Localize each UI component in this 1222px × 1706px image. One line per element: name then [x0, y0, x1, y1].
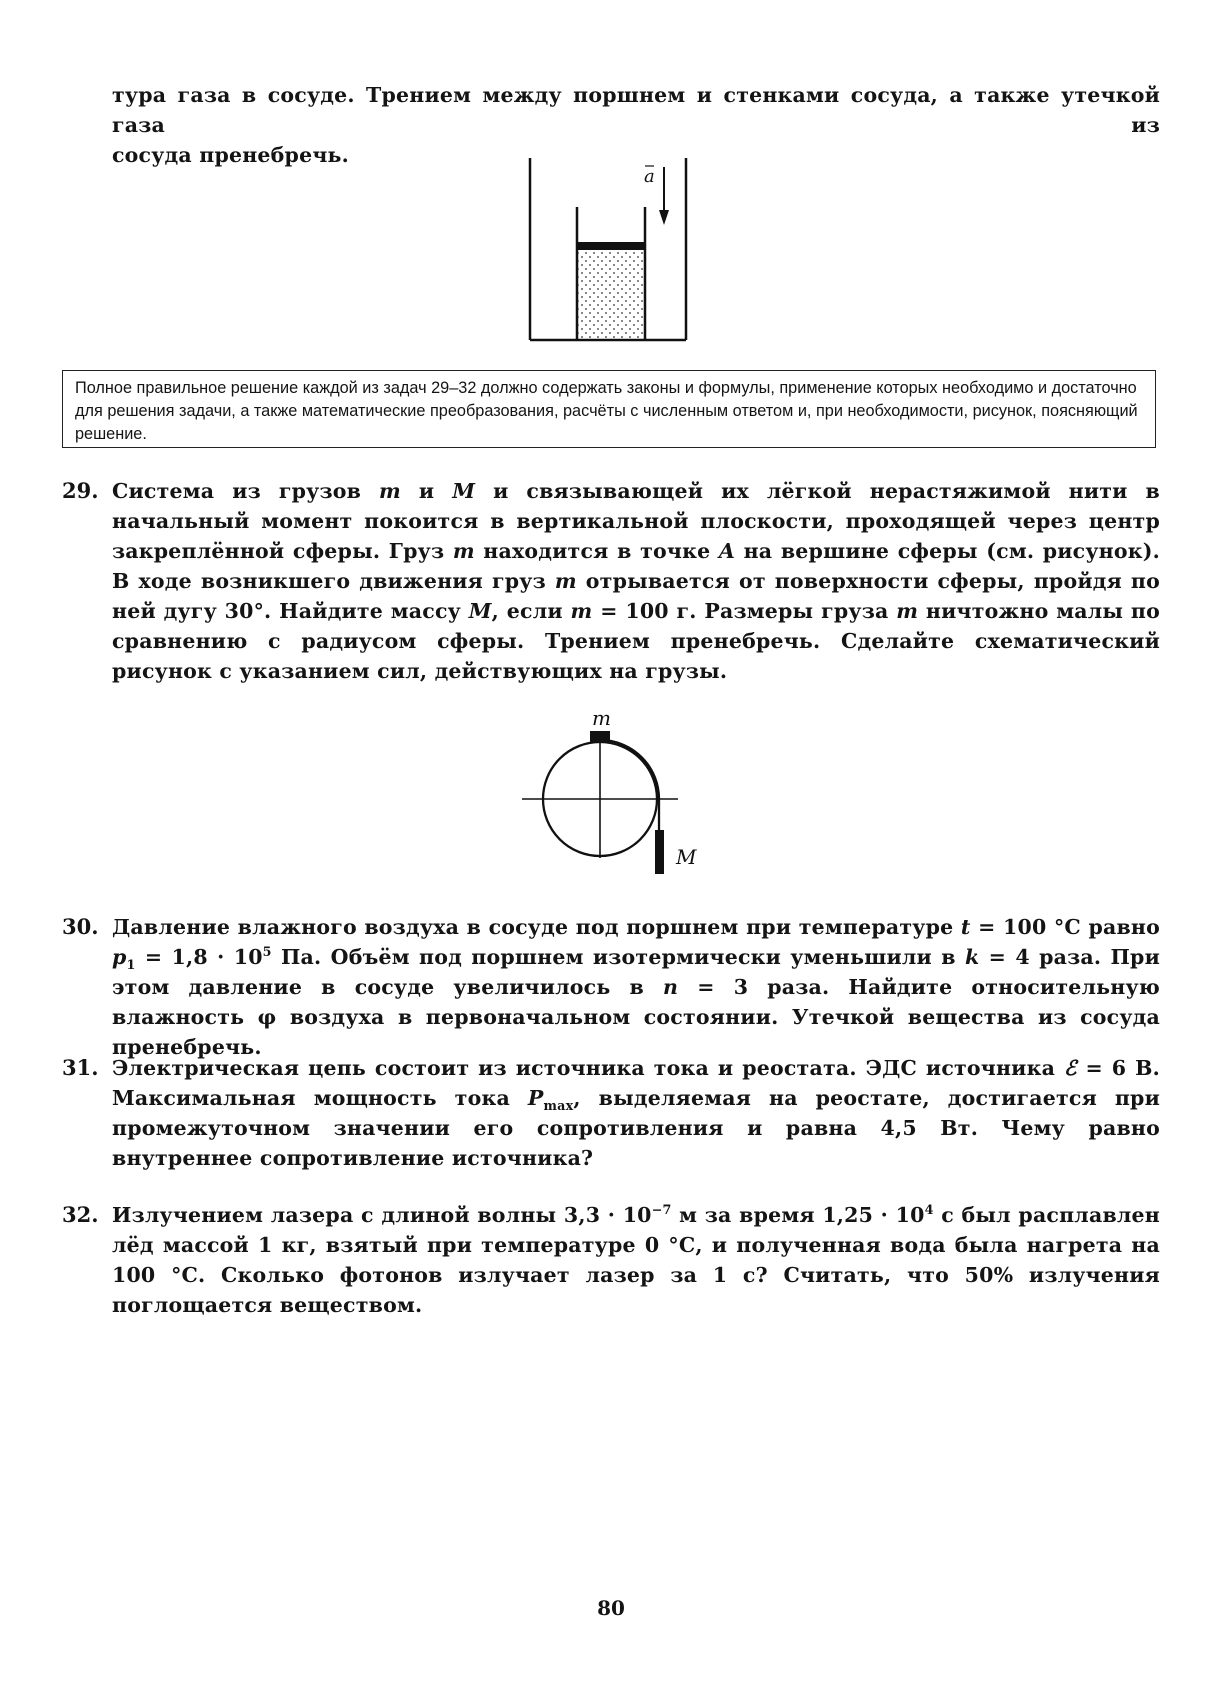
thread — [600, 740, 659, 830]
solution-requirements-note: Полное правильное решение каждой из задач 29–32 должно содержать законы и формулы, применение которых необходимо и достаточно для решения задачи, а также математические преобразования, расчёты с численным ответом и, при необходимости, рисунок, поясняющий решение. — [62, 370, 1156, 448]
acceleration-label: a — [644, 166, 655, 187]
task-text: Излучением лазера с длиной волны $3,3 \cdot 10^{-7}$ м за время $1,25 \cdot 10^4$ с был расплавлен лёд массой 1 кг, взятый при температуре 0 °С, и полученная вода была нагрета на 100 °С. Сколько фотонов излучает лазер за 1 с? Считать, что 50% излучения поглощается веществом. — [112, 1202, 1160, 1317]
task-text: Система из грузов m и M и связывающей их лёгкой нерастяжимой нити в начальный момент покоится в вертикальной плоскости, проходящей через центр закреплённой сферы. Груз m находится в точке A на вершине сферы (см. рисунок). В ходе возникшего движения груз m отрывается от поверхности сферы, пройдя по ней дугу 30°. Найдите массу M, если m = 100 г. Размеры груза m ничтожно малы по сравнению с радиусом сферы. Трением пренебречь. Сделайте схематический рисунок с указанием сил, действующих на грузы. — [112, 479, 1161, 683]
task-number: 30. — [62, 914, 99, 939]
intro-line-1: тура газа в сосуде. Трением между поршнем и стенками сосуда, а также утечкой газа из — [112, 83, 1160, 137]
intro-line-2: сосуда пренебречь. — [112, 143, 349, 167]
page-number: 80 — [597, 1596, 625, 1620]
task-text: Давление влажного воздуха в сосуде под поршнем при температуре t = 100 °С равно $p_1 = 1,8 \cdot 10^5$ Па. Объём под поршнем изотермически уменьшили в k = 4 раза. При этом давление в сосуде увеличилось в n = 3 раза. Найдите относительную влажность φ воздуха в первоначальном состоянии. Утечкой вещества из сосуда пренебречь. — [112, 915, 1161, 1059]
vessel-piston-figure — [520, 155, 700, 345]
task-number: 32. — [62, 1202, 99, 1227]
task-number: 29. — [62, 478, 99, 503]
piston — [578, 242, 644, 250]
sphere-masses-figure — [516, 705, 716, 885]
mass-m-block — [590, 731, 610, 742]
task-number: 31. — [62, 1055, 99, 1080]
label-M: M — [676, 845, 697, 869]
acceleration-arrow — [659, 167, 669, 225]
task-text: Электрическая цепь состоит из источника тока и реостата. ЭДС источника ℰ = 6 В. Максимальная мощность тока $P_{max}$, выделяемая на реостате, достигается при промежуточном значении его сопротивления и равна 4,5 Вт. Чему равно внутреннее сопротивление источника? — [112, 1056, 1161, 1170]
gas-region — [578, 250, 644, 339]
label-m: m — [592, 706, 611, 730]
mass-M-block — [655, 830, 664, 874]
